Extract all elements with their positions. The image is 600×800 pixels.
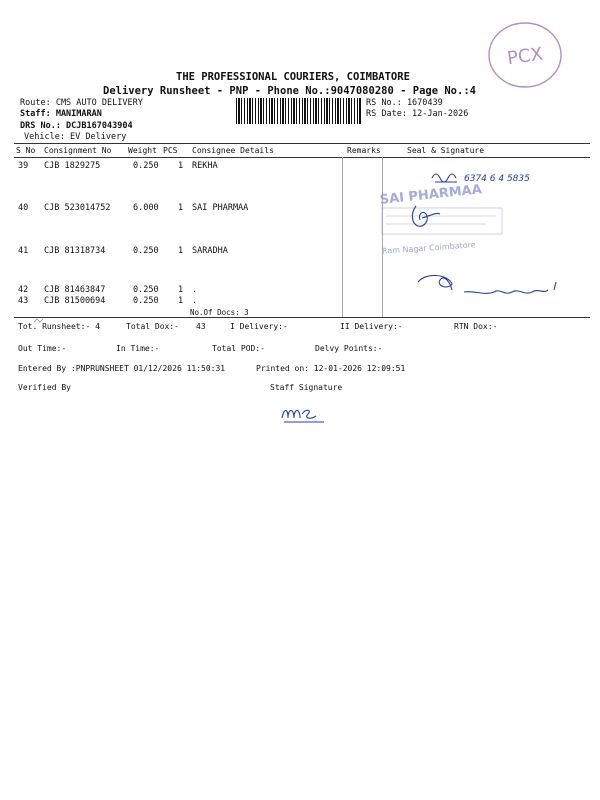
row-pcs: 1 [178,161,184,171]
vehicle-text: Vehicle: EV Delivery [24,132,127,142]
signature-row-42 [414,268,574,304]
company-title: THE PROFESSIONAL COURIERS, COIMBATORE [176,71,410,83]
row-sno: 41 [18,246,29,256]
drs-text: DRS No.: DCJB167043904 [20,121,133,131]
table-bottom-rule [14,317,590,318]
col-consignee: Consignee Details [192,146,274,155]
row-consignee: SARADHA [192,246,228,256]
rs-date-text: RS Date: 12-Jan-2026 [366,109,469,119]
verified-by: Verified By [18,383,71,392]
col-consignment: Consignment No [44,146,112,155]
col-weight: Weight [128,146,157,155]
pharmacy-stamp [376,182,526,260]
row-weight: 6.000 [133,203,159,213]
staff-signature-label: Staff Signature [270,383,343,392]
row-consignment: CJB 81500694 [44,296,106,306]
row-consignee: REKHA [192,161,218,171]
row-pcs: 1 [178,296,184,306]
in-time: In Time:- [116,344,160,353]
pharmacy-stamp-address: Ram Nagar Coimbatore [381,240,476,256]
printed-on: Printed on: 12-01-2026 12:09:51 [256,364,406,373]
pcx-stamp [485,20,565,90]
route-text: Route: CMS AUTO DELIVERY [20,98,143,108]
no-of-docs: No.Of Docs: 3 [190,308,249,317]
staff-signature-scribble [280,400,330,424]
col-sno: S No [16,146,36,155]
runsheet-title: Delivery Runsheet - PNP - Phone No.:9047080280 - Page No.:4 [103,85,476,97]
table-header-rule [14,157,590,158]
row-sno: 39 [18,161,29,171]
barcode [236,98,362,124]
delvy-points: Delvy Points:- [315,344,383,353]
signature-sai-pharmaa [408,200,448,230]
row-consignment: CJB 1829275 [44,161,101,171]
i-delivery: I Delivery:- [230,322,288,331]
tot-runsheet: Tot. Runsheet:- 4 [18,322,100,331]
pharmacy-stamp-name: SAI PHARMAA [379,182,483,208]
row-consignee: . [192,285,198,295]
row-weight: 0.250 [133,161,159,171]
row-weight: 0.250 [133,296,159,306]
row-sno: 42 [18,285,29,295]
pcx-stamp-text: PCX [505,43,545,70]
entered-by: Entered By :PNPRUNSHEET 01/12/2026 11:50:31 [18,364,226,373]
col-seal: Seal & Signature [407,146,485,155]
row-pcs: 1 [178,285,184,295]
staff-text: Staff: MANIMARAN [20,109,102,119]
row-sno: 43 [18,296,29,306]
rtn-dox: RTN Dox:- [454,322,498,331]
col-remarks: Remarks [347,146,381,155]
ii-delivery: II Delivery:- [340,322,403,331]
row-consignment: CJB 81318734 [44,246,106,256]
row-consignee: SAI PHARMAA [192,203,249,213]
row-consignment: CJB 81463847 [44,285,106,295]
handwritten-phone: 6374 6 4 5835 [464,174,530,184]
table-top-rule [14,143,590,144]
row-consignee: . [192,296,198,306]
total-dox-label: Total Dox:- [126,322,179,331]
col-pcs: PCS [163,146,178,155]
total-pod: Total POD:- [212,344,265,353]
row-weight: 0.250 [133,285,159,295]
row-sno: 40 [18,203,29,213]
row-weight: 0.250 [133,246,159,256]
pen-mark [32,316,48,326]
row-consignment: CJB 523014752 [44,203,111,213]
out-time: Out Time:- [18,344,67,353]
rs-no-text: RS No.: 1670439 [366,98,443,108]
row-pcs: 1 [178,203,184,213]
total-dox-value: 43 [196,322,206,331]
row-pcs: 1 [178,246,184,256]
